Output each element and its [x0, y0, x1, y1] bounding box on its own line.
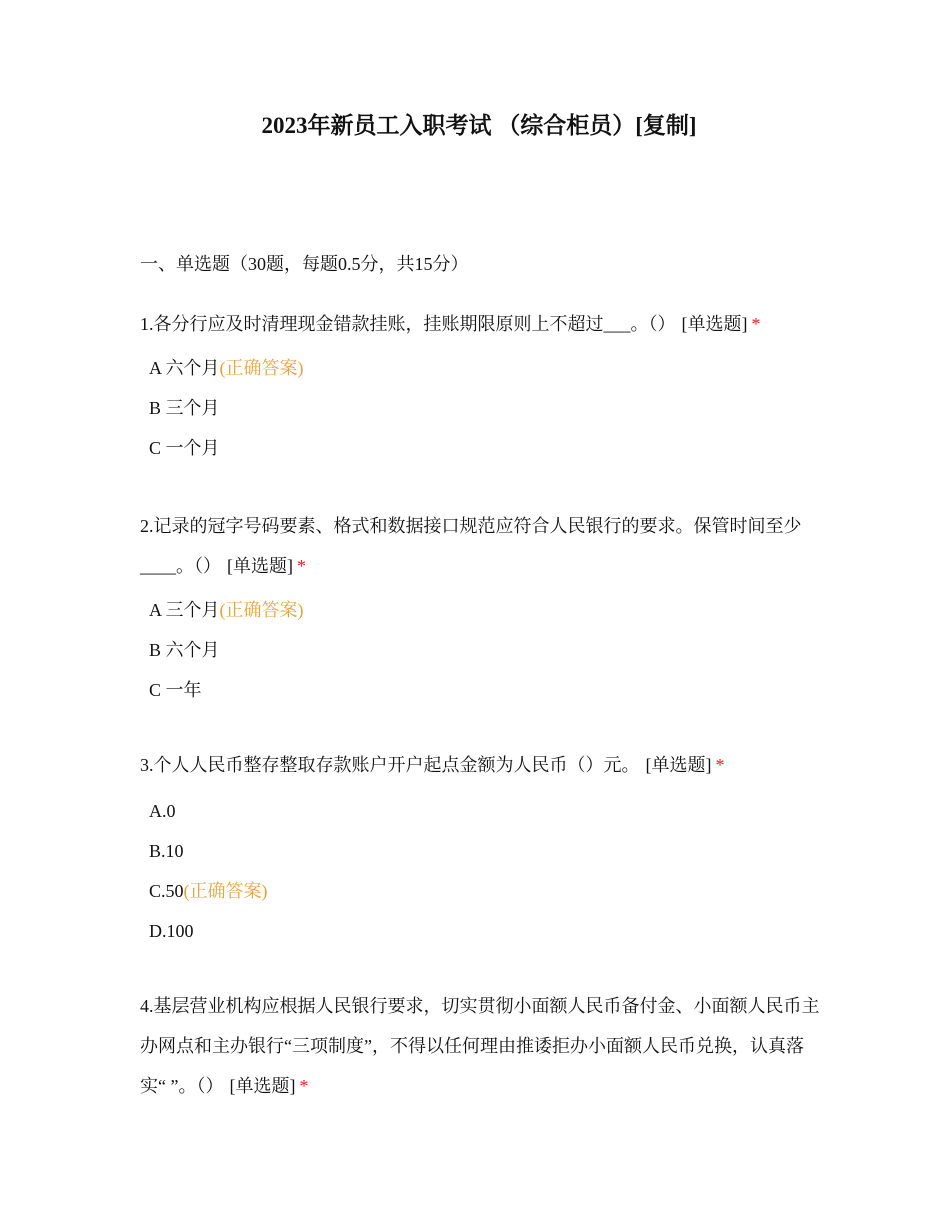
- section-heading: 一、单选题（30题，每题0.5分，共15分）: [140, 254, 469, 274]
- question-type-tag: [单选题]: [681, 314, 748, 334]
- option-label: B.10: [149, 841, 184, 861]
- option-item[interactable]: [140, 388, 820, 428]
- question-type-tag: [单选题]: [227, 556, 293, 576]
- option-label: B 六个月: [149, 640, 220, 660]
- option-label: C 一个月: [149, 438, 220, 458]
- option-list: [140, 348, 820, 468]
- option-label: B 三个月: [149, 398, 220, 418]
- option-item[interactable]: [140, 831, 820, 871]
- question-item: [140, 986, 820, 1106]
- question-text: [140, 745, 820, 785]
- option-item[interactable]: [140, 871, 820, 911]
- question-body: 各分行应及时清理现金错款挂账，挂账期限原则上不超过___。（）: [153, 314, 676, 334]
- option-label: A 六个月: [149, 358, 220, 378]
- required-marker: *: [297, 556, 306, 576]
- question-body: 个人人民币整存整取存款账户开户起点金额为人民币（）元。: [153, 755, 640, 775]
- option-item[interactable]: [140, 590, 820, 630]
- page-title: 2023年新员工入职考试 （综合柜员）[复制]: [261, 113, 697, 138]
- question-number: 3.: [140, 755, 154, 775]
- required-marker: *: [715, 755, 725, 775]
- question-item: [140, 506, 820, 710]
- option-label: C 一年: [149, 680, 202, 700]
- question-item: [140, 745, 820, 951]
- correct-answer-mark: (正确答案): [219, 358, 304, 378]
- option-item[interactable]: [140, 630, 820, 670]
- question-body: 记录的冠字号码要素、格式和数据接口规范应符合人民银行的要求。保管时间至少____。（）: [140, 516, 802, 576]
- question-type-tag: [单选题]: [645, 755, 712, 775]
- question-number: 1.: [140, 314, 154, 334]
- question-type-tag: [单选题]: [229, 1076, 296, 1096]
- option-label: A 三个月: [149, 600, 220, 620]
- option-label: A.0: [149, 801, 176, 821]
- option-list: [140, 590, 820, 710]
- option-item[interactable]: [140, 428, 820, 468]
- required-marker: *: [751, 314, 761, 334]
- question-text: [140, 986, 820, 1106]
- question-body: 基层营业机构应根据人民银行要求，切实贯彻小面额人民币备付金、小面额人民币主办网点和主办银行“三项制度”，不得以任何理由推诿拒办小面额人民币兑换，认真落实“ ”。（）: [140, 996, 820, 1096]
- option-item[interactable]: [140, 791, 820, 831]
- option-item[interactable]: [140, 911, 820, 951]
- option-label: C.50: [149, 881, 184, 901]
- option-item[interactable]: [140, 670, 820, 710]
- required-marker: *: [299, 1076, 309, 1096]
- question-text: [140, 304, 820, 344]
- question-item: [140, 304, 820, 468]
- option-list: [140, 791, 820, 951]
- option-label: D.100: [149, 921, 194, 941]
- question-number: 2.: [140, 516, 154, 536]
- correct-answer-mark: (正确答案): [219, 600, 304, 620]
- question-text: [140, 506, 820, 586]
- correct-answer-mark: (正确答案): [183, 881, 268, 901]
- question-number: 4.: [140, 996, 154, 1016]
- option-item[interactable]: [140, 348, 820, 388]
